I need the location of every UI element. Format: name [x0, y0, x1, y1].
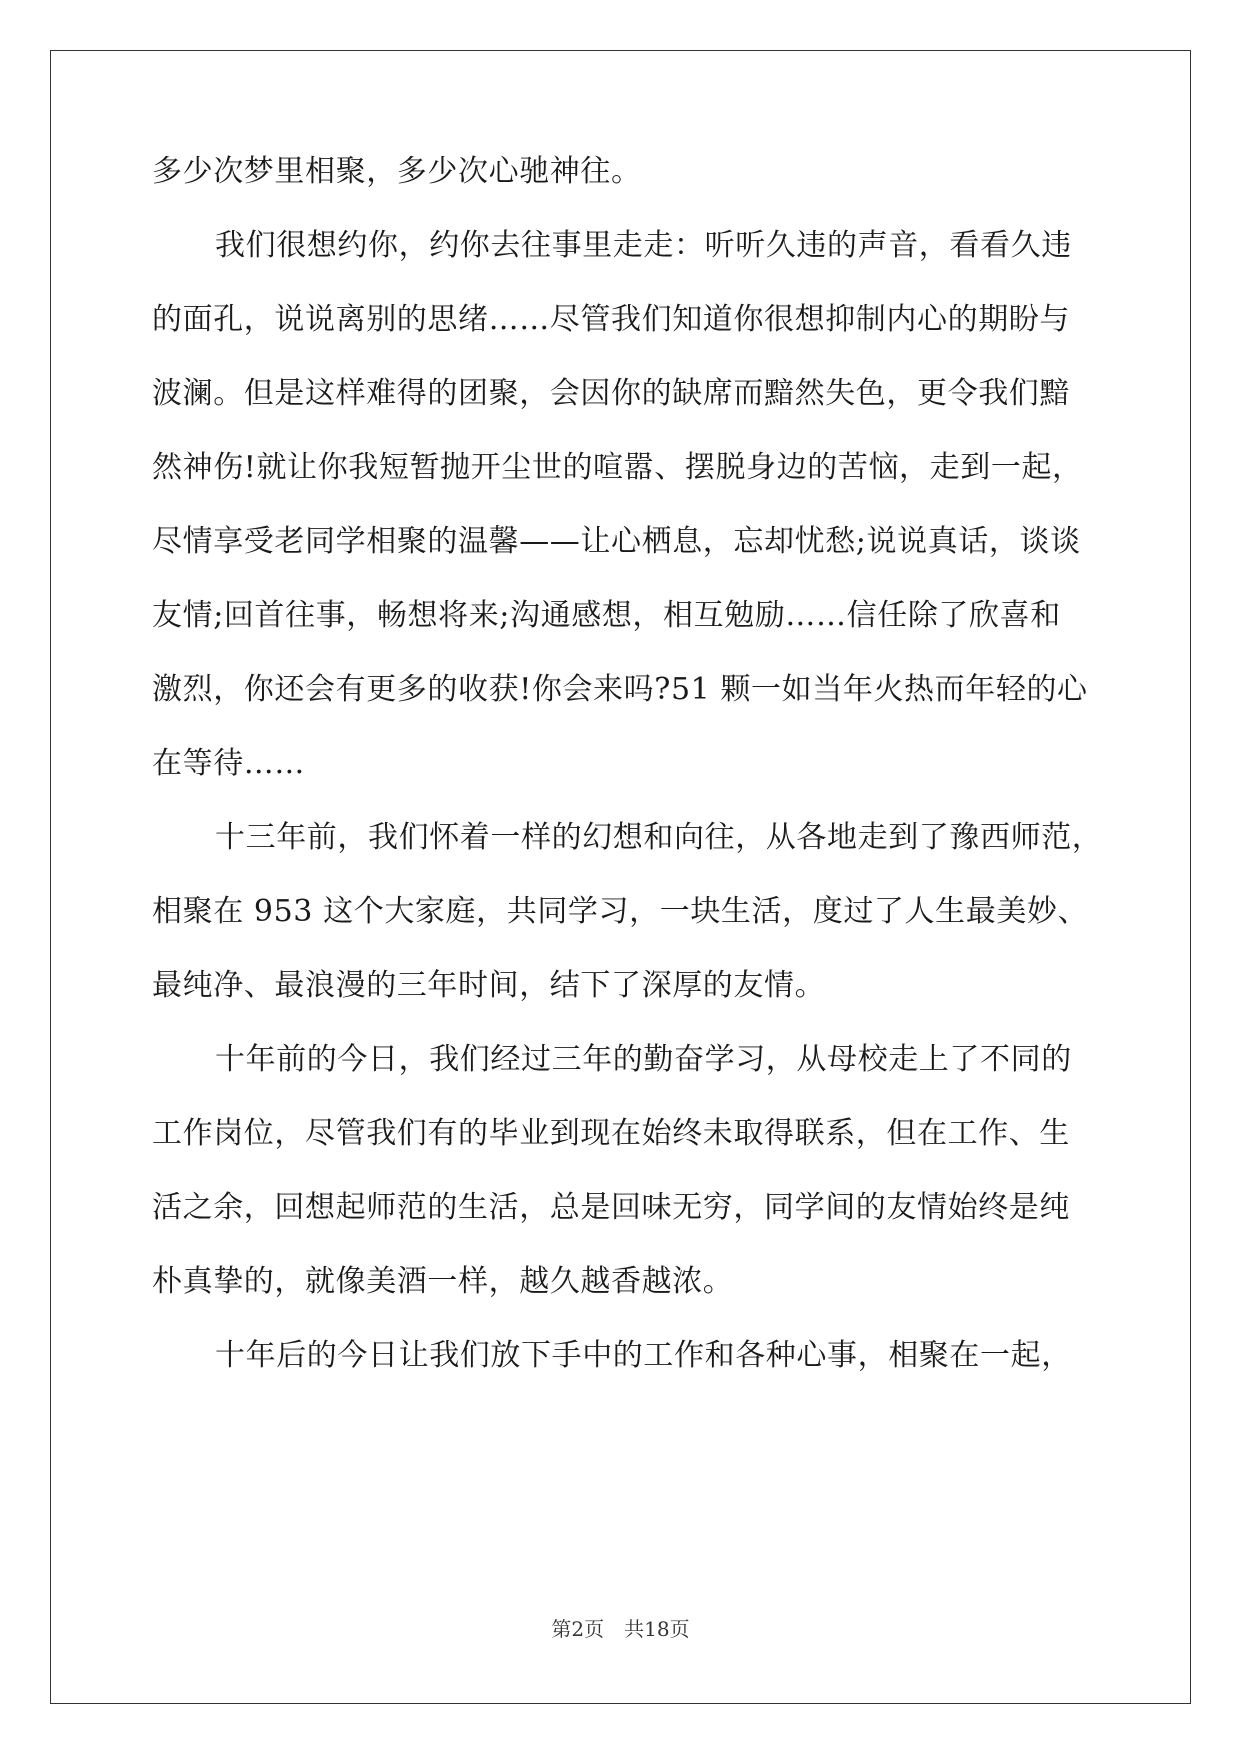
- text-line: 波澜。但是这样难得的团聚，会因你的缺席而黯然失色，更令我们黯: [152, 376, 1070, 411]
- text-line: 相聚在 953 这个大家庭，共同学习，一块生活，度过了人生最美妙、: [152, 894, 1089, 929]
- text-line: 十三年前，我们怀着一样的幻想和向往，从各地走到了豫西师范，: [215, 820, 1103, 855]
- text-line: 活之余，回想起师范的生活，总是回味无穷，同学间的友情始终是纯: [152, 1190, 1070, 1225]
- text-line: 激烈，你还会有更多的收获!你会来吗?51 颗一如当年火热而年轻的心: [152, 672, 1088, 707]
- text-line: 在等待……: [152, 746, 305, 781]
- text-line: 友情;回首往事，畅想将来;沟通感想，相互勉励……信任除了欣喜和: [152, 598, 1061, 633]
- text-line: 朴真挚的，就像美酒一样，越久越香越浓。: [152, 1264, 734, 1299]
- text-line: 十年前的今日，我们经过三年的勤奋学习，从母校走上了不同的: [215, 1042, 1072, 1077]
- text-line: 的面孔，说说离别的思绪……尽管我们知道你很想抑制内心的期盼与: [152, 302, 1070, 337]
- text-line: 最纯净、最浪漫的三年时间，结下了深厚的友情。: [152, 968, 826, 1003]
- text-line: 工作岗位，尽管我们有的毕业到现在始终未取得联系，但在工作、生: [152, 1116, 1070, 1151]
- text-line: 然神伤!就让你我短暂抛开尘世的喧嚣、摆脱身边的苦恼，走到一起，: [152, 450, 1083, 485]
- text-line: 尽情享受老同学相聚的温馨——让心栖息，忘却忧愁;说说真话，谈谈: [152, 524, 1081, 559]
- page-footer: 第2页 共18页: [551, 1617, 690, 1641]
- text-line: 多少次梦里相聚，多少次心驰神往。: [152, 154, 642, 189]
- page-border: [50, 50, 1191, 1704]
- text-line: 我们很想约你，约你去往事里走走：听听久违的声音，看看久违: [215, 228, 1072, 263]
- text-line: 十年后的今日让我们放下手中的工作和各种心事，相聚在一起，: [215, 1338, 1072, 1373]
